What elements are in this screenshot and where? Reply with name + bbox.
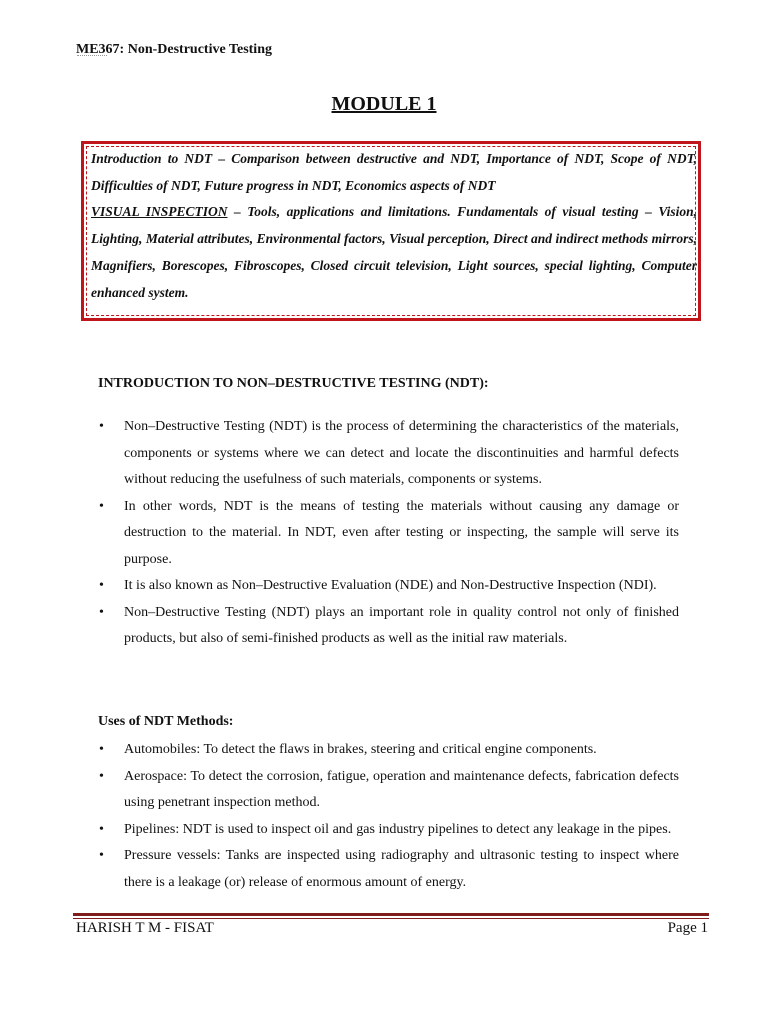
list-item: • It is also known as Non–Destructive Evaluation (NDE) and Non-Destructive Inspection (NDI). — [99, 573, 679, 600]
uses-heading: Uses of NDT Methods: — [98, 714, 234, 729]
list-item: • In other words, NDT is the means of testing the materials without causing any damage or destruction to the material. In NDT, even after testing or inspecting, the sample will serve its purpose. — [99, 494, 679, 574]
footer-author: HARISH T M - FISAT — [76, 920, 214, 936]
syllabus-box — [81, 141, 701, 321]
list-item: • Pipelines: NDT is used to inspect oil and gas industry pipelines to detect any leakage in the pipes. — [99, 817, 679, 844]
footer-rule — [73, 913, 709, 919]
syllabus-visual-label: VISUAL INSPECTION — [91, 204, 228, 220]
syllabus-visual-text: – Tools, applications and limitations. Fundamentals of visual testing – Vision, Lighting, Material attributes, Environmental factors, Visual perception, Direct and indirect methods mirrors, Magnifiers, Borescopes, Fibroscopes, Closed circuit television, Light sources, special lighting, Computer enhanced system. — [91, 204, 697, 300]
list-item: • Non–Destructive Testing (NDT) plays an important role in quality control not only of finished products, but also of semi-finished products as well as the initial raw materials. — [99, 600, 679, 653]
course-header: ME367: Non-Destructive Testing — [76, 42, 272, 57]
intro-bullet-list — [99, 414, 679, 653]
uses-bullet-list — [99, 737, 679, 896]
list-item: • Aerospace: To detect the corrosion, fatigue, operation and maintenance defects, fabrication defects using penetrant inspection method. — [99, 764, 679, 817]
page-number: Page 1 — [667, 920, 708, 936]
intro-heading: INTRODUCTION TO NON–DESTRUCTIVE TESTING (NDT): — [98, 376, 489, 391]
list-item: • Pressure vessels: Tanks are inspected using radiography and ultrasonic testing to inspect where there is a leakage (or) release of enormous amount of energy. — [99, 843, 679, 896]
module-title: MODULE 1 — [331, 93, 437, 115]
list-item: • Automobiles: To detect the flaws in brakes, steering and critical engine components. — [99, 737, 679, 764]
syllabus-text — [91, 146, 697, 306]
syllabus-intro: Introduction to NDT – Comparison between destructive and NDT, Importance of NDT, Scope of NDT, Difficulties of NDT, Future progress in NDT, Economics aspects of NDT — [91, 151, 697, 193]
list-item: • Non–Destructive Testing (NDT) is the process of determining the characteristics of the materials, components or systems where we can detect and locate the discontinuities and harmful defects without reducing the usefulness of such materials, components or systems. — [99, 414, 679, 494]
header-ghost-mark — [77, 55, 107, 60]
